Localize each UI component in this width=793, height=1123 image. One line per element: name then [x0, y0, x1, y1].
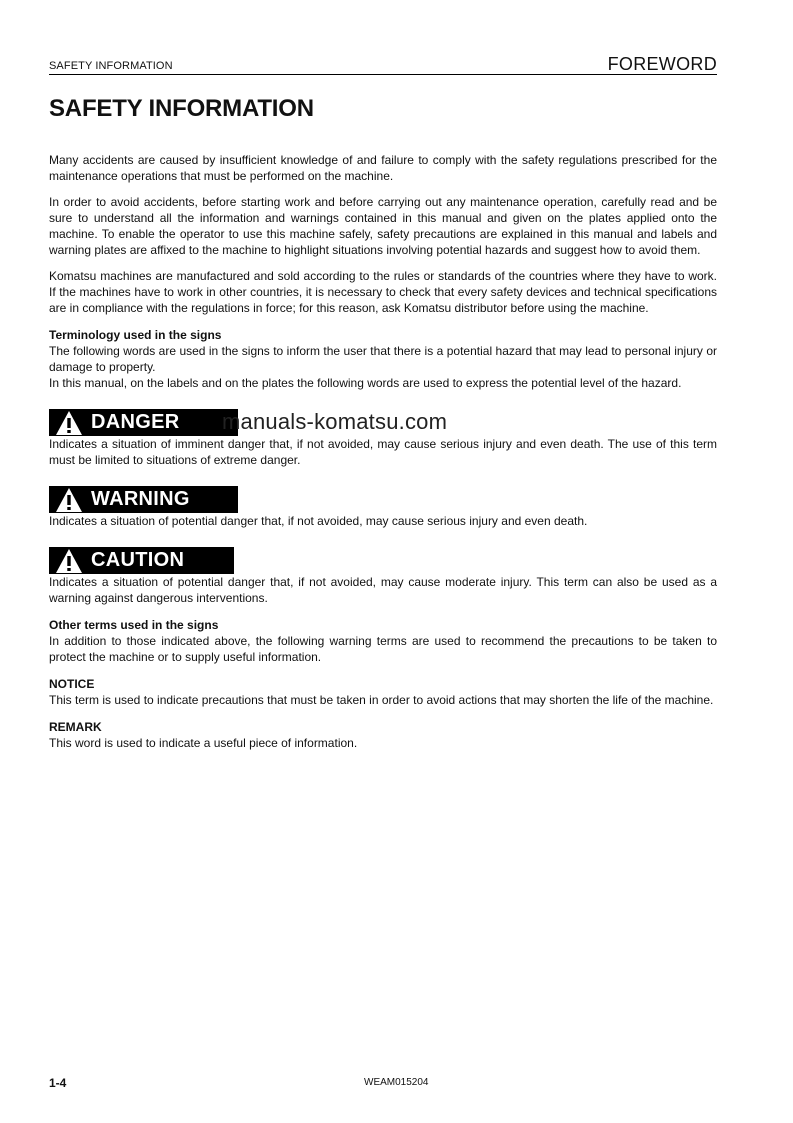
warning-description: Indicates a situation of potential danger that, if not avoided, may cause serious injury and even death.	[49, 514, 588, 528]
watermark-text: manuals-komatsu.com	[222, 409, 448, 434]
danger-word: DANGER	[91, 411, 180, 433]
page-body	[49, 152, 717, 751]
terminology-text: The following words are used in the signs to inform the user that there is a potential hazard that may lead to personal injury or damage to property.	[49, 344, 717, 374]
accident-prevention-paragraph: In order to avoid accidents, before starting work and before carrying out any maintenance operation, carefully read and be sure to understand all the information and warnings contained in this manual and given on the plates applied onto the machine. To enable the operator to use this machine safely, safety precautions are explained in this manual and labels and warning plates are affixed to the machine to highlight situations involving potential hazards and suggest how to avoid them.	[49, 195, 717, 257]
notice-text: This term is used to indicate precautions that must be taken in order to avoid actions that may shorten the life of the machine.	[49, 693, 714, 707]
notice-heading: NOTICE	[49, 677, 95, 691]
remark-heading: REMARK	[49, 720, 102, 734]
other-terms-text: In addition to those indicated above, the following warning terms are used to recommend the precautions to be taken to protect the machine or to supply useful information.	[49, 634, 717, 664]
header-section-title: SAFETY INFORMATION	[49, 60, 173, 72]
danger-description: Indicates a situation of imminent danger that, if not avoided, may cause serious injury and even death. The use of this term must be limited to situations of extreme danger.	[49, 437, 717, 467]
terminology-text-2: In this manual, on the labels and on the plates the following words are used to express the potential level of the hazard.	[49, 376, 682, 390]
header-chapter-title: FOREWORD	[607, 54, 717, 74]
other-terms-heading: Other terms used in the signs	[49, 618, 219, 632]
header-rule	[49, 74, 717, 75]
warning-triangle-icon	[55, 410, 83, 436]
regulations-paragraph: Komatsu machines are manufactured and sold according to the rules or standards of the countries where they have to work. If the machines have to work in other countries, it is necessary to check that every safety devices and technical specifications are in compliance with the regulations in force; for this reason, ask Komatsu distributor before using the machine.	[49, 269, 717, 315]
caution-word: CAUTION	[91, 549, 185, 571]
remark-text: This word is used to indicate a useful piece of information.	[49, 736, 358, 750]
warning-triangle-icon	[55, 548, 83, 574]
caution-signal-label	[49, 547, 234, 574]
danger-signal-label	[49, 409, 238, 436]
warning-triangle-icon	[55, 487, 83, 513]
page-title: SAFETY INFORMATION	[49, 95, 314, 122]
page-number: 1-4	[49, 1076, 67, 1090]
warning-word: WARNING	[91, 488, 190, 510]
caution-description: Indicates a situation of potential danger that, if not avoided, may cause moderate injury. This term can also be used as a warning against dangerous interventions.	[49, 575, 717, 605]
document-code: WEAM015204	[364, 1077, 429, 1088]
intro-paragraph: Many accidents are caused by insufficient knowledge of and failure to comply with the safety regulations prescribed for the maintenance operations that must be performed on the machine.	[49, 153, 717, 183]
warning-signal-label	[49, 486, 238, 513]
terminology-heading: Terminology used in the signs	[49, 328, 222, 342]
